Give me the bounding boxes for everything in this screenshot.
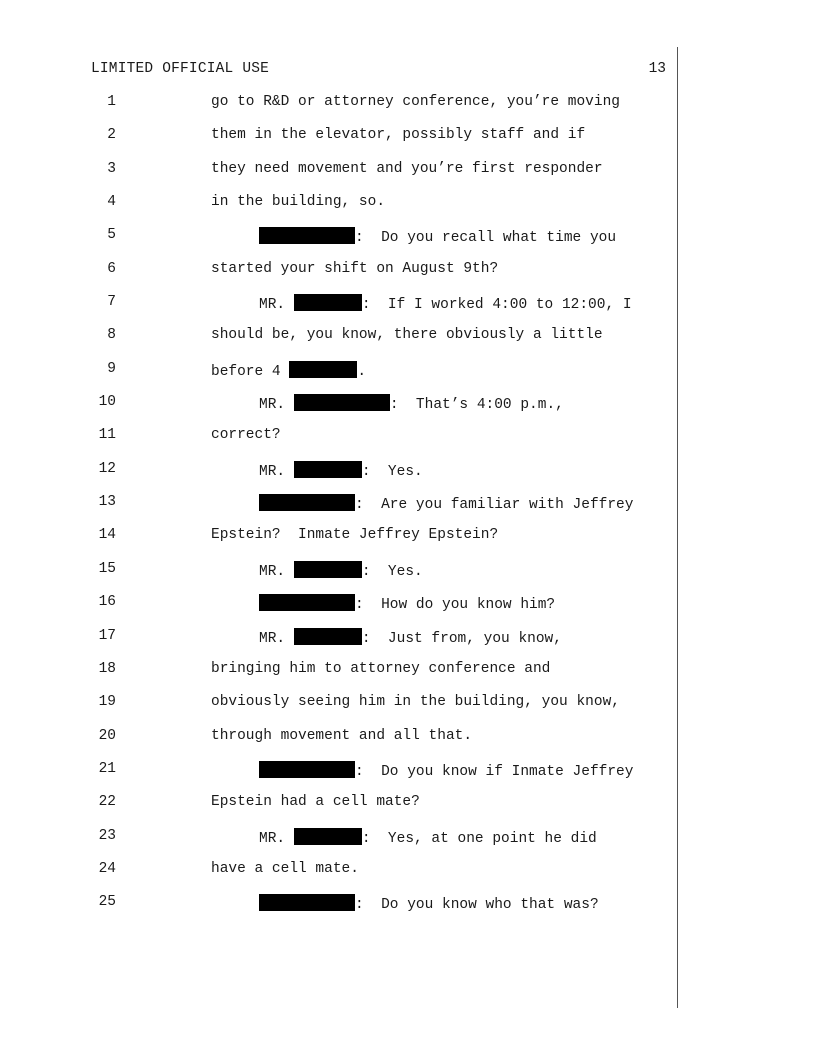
transcript-line (0, 527, 680, 560)
line-text (259, 561, 423, 580)
line-number: 11 (98, 427, 116, 444)
line-number: 24 (98, 860, 116, 877)
line-text (211, 127, 585, 143)
line-number: 16 (98, 594, 116, 611)
line-text-before: MR. (259, 630, 294, 647)
line-number: 21 (98, 760, 116, 777)
transcript-line (0, 828, 680, 861)
line-text-after: : Yes, at one point he did (361, 830, 597, 847)
line-number: 20 (98, 727, 116, 744)
line-text-before: go to R&D or attorney conference, you’re moving (211, 94, 620, 110)
line-number: 15 (98, 560, 116, 577)
line-text (259, 828, 597, 847)
line-text-before: started your shift on August 9th? (211, 260, 499, 277)
line-text-before: through movement and all that. (211, 727, 473, 744)
line-number: 19 (98, 694, 116, 711)
classification-header: LIMITED OFFICIAL USE (91, 61, 270, 77)
line-text-before: obviously seeing him in the building, you know, (211, 694, 620, 711)
transcript-line (0, 894, 680, 927)
line-text-after: : Yes. (361, 563, 423, 580)
transcript-line (0, 394, 680, 427)
redaction-block (294, 561, 362, 578)
line-text-before: MR. (259, 563, 294, 580)
redaction-block (259, 227, 355, 244)
transcript-line (0, 327, 680, 360)
redaction-block (259, 761, 355, 778)
line-text (259, 227, 616, 246)
line-number: 12 (98, 460, 116, 477)
redaction-block (294, 294, 362, 311)
line-number: 13 (98, 494, 116, 511)
line-number: 1 (107, 94, 116, 110)
transcript-lines (0, 94, 680, 928)
line-text-before: MR. (259, 297, 294, 314)
line-text-after: : Do you know if Inmate Jeffrey (355, 763, 634, 780)
line-text (259, 294, 632, 313)
line-text-after: : That’s 4:00 p.m., (389, 397, 564, 414)
line-text (211, 361, 366, 380)
line-number: 6 (107, 260, 116, 277)
line-text (211, 694, 620, 710)
line-text-before: in the building, so. (211, 194, 386, 211)
line-number: 9 (107, 360, 116, 377)
transcript-line (0, 361, 680, 394)
line-text (211, 427, 281, 443)
line-text-after: : Do you know who that was? (355, 897, 599, 914)
redaction-block (259, 594, 355, 611)
line-text-after: : Yes. (361, 463, 423, 480)
line-text-before: correct? (211, 427, 281, 444)
line-text-before: MR. (259, 397, 294, 414)
line-text-before: MR. (259, 830, 294, 847)
transcript-line (0, 728, 680, 761)
line-number: 14 (98, 527, 116, 544)
transcript-line (0, 594, 680, 627)
line-number: 4 (107, 194, 116, 211)
redaction-block (294, 394, 390, 411)
line-text-after: : How do you know him? (355, 597, 556, 614)
line-number: 5 (107, 227, 116, 244)
transcript-line (0, 94, 680, 127)
line-number: 2 (107, 127, 116, 144)
line-text (259, 761, 633, 780)
line-text (211, 794, 420, 810)
transcript-line (0, 861, 680, 894)
redaction-block (294, 628, 362, 645)
line-text-before: them in the elevator, possibly staff and if (211, 127, 586, 144)
line-text-before: have a cell mate. (211, 860, 359, 877)
transcript-line (0, 261, 680, 294)
line-text-before: Epstein had a cell mate? (211, 794, 420, 811)
redaction-block (259, 894, 355, 911)
line-number: 7 (107, 294, 116, 311)
line-text-before: before 4 (211, 363, 290, 380)
line-number: 3 (107, 160, 116, 177)
transcript-line (0, 161, 680, 194)
line-text (211, 327, 603, 343)
line-text (259, 628, 562, 647)
transcript-line (0, 427, 680, 460)
line-text (211, 527, 498, 543)
redaction-block (259, 494, 355, 511)
transcript-line (0, 761, 680, 794)
line-text (211, 728, 472, 744)
line-number: 18 (98, 660, 116, 677)
line-text-after: . (357, 363, 367, 380)
line-text (211, 261, 498, 277)
line-text-before: bringing him to attorney conference and (211, 660, 551, 677)
line-text (259, 894, 599, 913)
transcript-line (0, 461, 680, 494)
line-number: 22 (98, 794, 116, 811)
line-text (211, 161, 603, 177)
redaction-block (294, 461, 362, 478)
transcript-line (0, 661, 680, 694)
line-text (211, 661, 550, 677)
transcript-line (0, 694, 680, 727)
line-text-after: : If I worked 4:00 to 12:00, I (361, 297, 632, 314)
transcript-line (0, 127, 680, 160)
page-number: 13 (648, 61, 666, 77)
transcript-line (0, 628, 680, 661)
line-text (259, 494, 633, 513)
transcript-line (0, 294, 680, 327)
line-text (259, 461, 423, 480)
line-text (259, 394, 564, 413)
redaction-block (294, 828, 362, 845)
transcript-line (0, 494, 680, 527)
transcript-line (0, 194, 680, 227)
line-text-after: : Do you recall what time you (355, 230, 617, 247)
line-number: 10 (98, 394, 116, 411)
redaction-block (289, 361, 357, 378)
line-text (211, 194, 385, 210)
line-text (211, 94, 620, 110)
line-text-before: they need movement and you’re first responder (211, 160, 603, 177)
line-number: 23 (98, 827, 116, 844)
line-text (211, 861, 359, 877)
line-number: 8 (107, 327, 116, 344)
line-number: 25 (98, 894, 116, 911)
transcript-line (0, 227, 680, 260)
line-number: 17 (98, 627, 116, 644)
line-text-after: : Are you familiar with Jeffrey (355, 497, 634, 514)
line-text (259, 594, 555, 613)
line-text-after: : Just from, you know, (361, 630, 562, 647)
line-text-before: MR. (259, 463, 294, 480)
transcript-line (0, 561, 680, 594)
line-text-before: should be, you know, there obviously a little (211, 327, 603, 344)
transcript-line (0, 794, 680, 827)
line-text-before: Epstein? Inmate Jeffrey Epstein? (211, 527, 499, 544)
